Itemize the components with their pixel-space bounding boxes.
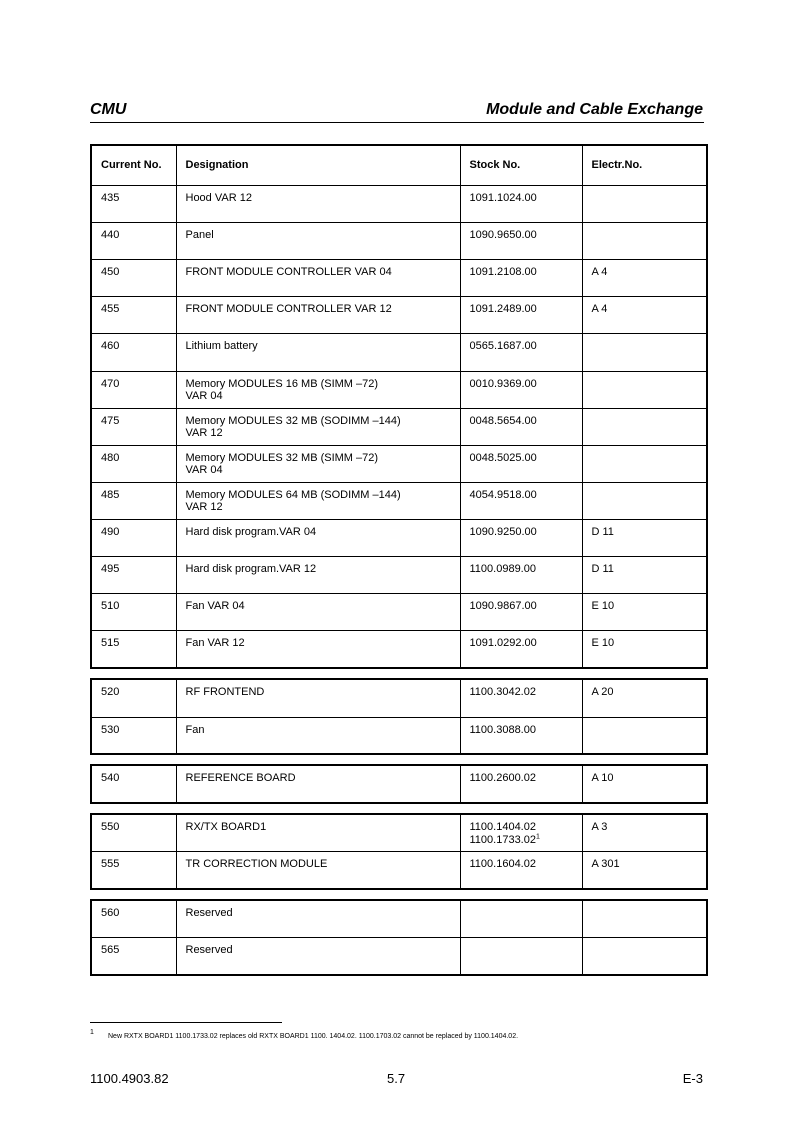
table-row (91, 222, 707, 259)
cell-designation: Fan VAR 04 (176, 593, 460, 630)
stock-no-line-1: 1100.1404.02 (469, 821, 536, 833)
parts-table-reserved (90, 899, 708, 976)
cell-electr-no: E 10 (582, 593, 707, 630)
cell-electr-no: E 10 (582, 630, 707, 668)
cell-current-no: 515 (91, 630, 176, 668)
footer-version: 5.7 (387, 1071, 406, 1086)
cell-designation: Reserved (176, 900, 460, 937)
table-row (91, 482, 707, 519)
cell-electr-no (582, 408, 707, 445)
cell-designation: Hard disk program.VAR 12 (176, 556, 460, 593)
cell-designation: REFERENCE BOARD (176, 765, 460, 803)
cell-current-no: 530 (91, 717, 176, 754)
cell-current-no: 455 (91, 296, 176, 333)
cell-stock-no: 4054.9518.00 (460, 482, 582, 519)
cell-stock-no (460, 937, 582, 975)
cell-stock-no: 1091.0292.00 (460, 630, 582, 668)
cell-stock-no: 1091.2489.00 (460, 296, 582, 333)
cell-designation (176, 371, 460, 408)
cell-electr-no (582, 185, 707, 222)
cell-designation: FRONT MODULE CONTROLLER VAR 12 (176, 296, 460, 333)
cell-current-no: 520 (91, 679, 176, 717)
cell-designation: RX/TX BOARD1 (176, 814, 460, 851)
cell-electr-no: A 3 (582, 814, 707, 851)
table-row (91, 900, 707, 937)
footnote-rule (90, 1022, 282, 1023)
cell-designation: Fan (176, 717, 460, 754)
cell-current-no: 440 (91, 222, 176, 259)
cell-electr-no (582, 482, 707, 519)
cell-current-no: 450 (91, 259, 176, 296)
table-row (91, 296, 707, 333)
cell-designation: RF FRONTEND (176, 679, 460, 717)
cell-current-no: 540 (91, 765, 176, 803)
cell-designation: Hood VAR 12 (176, 185, 460, 222)
cell-stock-no: 0010.9369.00 (460, 371, 582, 408)
designation-line-2: VAR 12 (185, 501, 223, 513)
header-section-title: Module and Cable Exchange (486, 101, 703, 118)
cell-electr-no (582, 371, 707, 408)
cell-current-no: 550 (91, 814, 176, 851)
designation-line-1: Memory MODULES 64 MB (SODIMM –144) (185, 488, 401, 501)
cell-electr-no (582, 937, 707, 975)
footer-doc-number: 1100.4903.82 (90, 1071, 169, 1086)
footnote-reference: 1 (535, 832, 540, 840)
designation-line-1: Memory MODULES 32 MB (SIMM –72) (185, 451, 379, 464)
cell-electr-no: D 11 (582, 519, 707, 556)
cell-designation: TR CORRECTION MODULE (176, 851, 460, 889)
cell-stock-no: 1091.2108.00 (460, 259, 582, 296)
cell-current-no: 495 (91, 556, 176, 593)
table-row (91, 408, 707, 445)
cell-designation (176, 445, 460, 482)
column-header-current-no: Current No. (91, 145, 176, 185)
designation-line-1: Memory MODULES 32 MB (SODIMM –144) (185, 414, 401, 427)
table-header-row (91, 145, 707, 185)
cell-designation: Reserved (176, 937, 460, 975)
column-header-electr-no: Electr.No. (582, 145, 707, 185)
table-row (91, 259, 707, 296)
table-row (91, 556, 707, 593)
cell-stock-no: 1090.9650.00 (460, 222, 582, 259)
cell-stock-no: 1100.3042.02 (460, 679, 582, 717)
cell-electr-no: A 4 (582, 296, 707, 333)
designation-line-2: VAR 04 (185, 390, 223, 402)
cell-current-no: 435 (91, 185, 176, 222)
cell-current-no: 490 (91, 519, 176, 556)
table-row (91, 593, 707, 630)
table-row (91, 765, 707, 803)
table-row (91, 630, 707, 668)
footer-page-number: E-3 (682, 1071, 703, 1086)
cell-stock-no: 1100.1604.02 (460, 851, 582, 889)
table-row (91, 814, 707, 851)
footnote-mark: 1 (90, 1029, 94, 1036)
cell-current-no: 560 (91, 900, 176, 937)
cell-current-no: 565 (91, 937, 176, 975)
parts-table-main (90, 144, 708, 669)
cell-stock-no: 1100.2600.02 (460, 765, 582, 803)
cell-designation: Fan VAR 12 (176, 630, 460, 668)
stock-no-line-2 (470, 834, 582, 847)
table-row (91, 717, 707, 754)
stock-no-replacement: 1100.1733.02 (469, 833, 536, 846)
cell-designation: FRONT MODULE CONTROLLER VAR 04 (176, 259, 460, 296)
cell-current-no: 475 (91, 408, 176, 445)
cell-stock-no: 0048.5025.00 (460, 445, 582, 482)
header-rule (90, 122, 704, 123)
table-row (91, 937, 707, 975)
designation-line-1: Memory MODULES 16 MB (SIMM –72) (185, 377, 379, 390)
cell-electr-no: A 4 (582, 259, 707, 296)
cell-stock-no: 1091.1024.00 (460, 185, 582, 222)
cell-electr-no: A 301 (582, 851, 707, 889)
cell-designation (176, 482, 460, 519)
cell-electr-no (582, 900, 707, 937)
column-header-designation: Designation (176, 145, 460, 185)
cell-electr-no: A 10 (582, 765, 707, 803)
cell-electr-no (582, 333, 707, 371)
table-row (91, 371, 707, 408)
table-row (91, 333, 707, 371)
cell-current-no: 460 (91, 333, 176, 371)
cell-stock-no: 1100.3088.00 (460, 717, 582, 754)
cell-electr-no (582, 717, 707, 754)
cell-electr-no (582, 445, 707, 482)
cell-designation: Lithium battery (176, 333, 460, 371)
cell-current-no: 555 (91, 851, 176, 889)
parts-table-rxtx-board (90, 813, 708, 890)
parts-table-reference-board (90, 764, 708, 804)
table-row (91, 185, 707, 222)
cell-current-no: 485 (91, 482, 176, 519)
cell-stock-no: 1090.9250.00 (460, 519, 582, 556)
column-header-stock-no: Stock No. (460, 145, 582, 185)
cell-current-no: 470 (91, 371, 176, 408)
designation-line-2: VAR 04 (185, 464, 223, 476)
cell-stock-no (460, 814, 582, 851)
table-row (91, 851, 707, 889)
cell-electr-no: A 20 (582, 679, 707, 717)
cell-stock-no: 1100.0989.00 (460, 556, 582, 593)
cell-stock-no (460, 900, 582, 937)
cell-electr-no: D 11 (582, 556, 707, 593)
cell-stock-no: 0048.5654.00 (460, 408, 582, 445)
table-row (91, 519, 707, 556)
cell-designation (176, 408, 460, 445)
designation-line-2: VAR 12 (185, 427, 223, 439)
header-title: CMU (90, 101, 127, 118)
cell-electr-no (582, 222, 707, 259)
cell-stock-no: 0565.1687.00 (460, 333, 582, 371)
table-row (91, 445, 707, 482)
table-row (91, 679, 707, 717)
footnote-text: New RXTX BOARD1 1100.1733.02 replaces old RXTX BOARD1 1100. 1404.02. 1100.1703.02 cannot be replaced by 1100.1404.02. (108, 1033, 519, 1040)
cell-designation: Panel (176, 222, 460, 259)
cell-current-no: 480 (91, 445, 176, 482)
cell-current-no: 510 (91, 593, 176, 630)
cell-designation: Hard disk program.VAR 04 (176, 519, 460, 556)
parts-table-rf-frontend (90, 678, 708, 755)
cell-stock-no: 1090.9867.00 (460, 593, 582, 630)
